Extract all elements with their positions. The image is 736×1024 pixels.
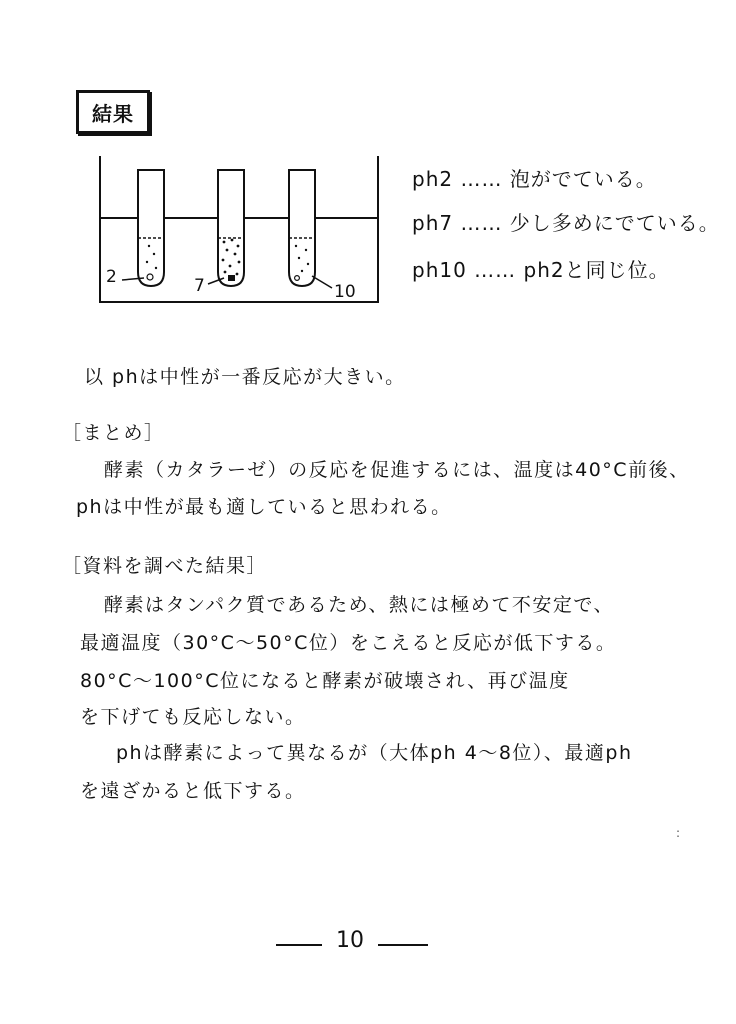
tube-label-7: 7	[194, 276, 205, 296]
research-heading: ［資料を調べた結果］	[62, 555, 268, 577]
test-tube-ph2	[138, 170, 164, 286]
summary-line: phは中性が最も適していると思われる。	[76, 496, 452, 518]
summary-heading: ［まとめ］	[62, 422, 165, 444]
research-line: を遠ざかると低下する。	[80, 780, 306, 802]
footer-dash-left	[276, 944, 322, 946]
page-number: 10	[336, 928, 364, 953]
section-title: 結果	[76, 90, 150, 134]
summary-line: 酵素（カタラーゼ）の反応を促進するには、温度は40°C前後、	[104, 459, 690, 481]
tube-label-10: 10	[334, 282, 356, 302]
tube-label-2: 2	[106, 267, 117, 287]
research-line: phは酵素によって異なるが（大体ph 4〜8位）、最適ph	[116, 742, 633, 764]
research-line: 酵素はタンパク質であるため、熱には極めて不安定で、	[104, 594, 615, 616]
test-tube-ph10	[289, 170, 315, 286]
edge-mark: :	[676, 826, 681, 840]
conclusion-line: 以 phは中性が一番反応が大きい。	[84, 366, 406, 388]
test-tube-ph7	[218, 170, 244, 286]
result-ph2: ph2 …… 泡がでている。	[412, 167, 657, 191]
result-ph7: ph7 …… 少し多めにでている。	[412, 211, 720, 235]
research-line: を下げても反応しない。	[80, 706, 306, 728]
footer-dash-right	[378, 944, 428, 946]
research-line: 80°C〜100°C位になると酵素が破壊され、再び温度	[80, 670, 570, 692]
research-line: 最適温度（30°C〜50°C位）をこえると反応が低下する。	[80, 632, 617, 654]
result-ph10: ph10 …… ph2と同じ位。	[412, 258, 670, 282]
